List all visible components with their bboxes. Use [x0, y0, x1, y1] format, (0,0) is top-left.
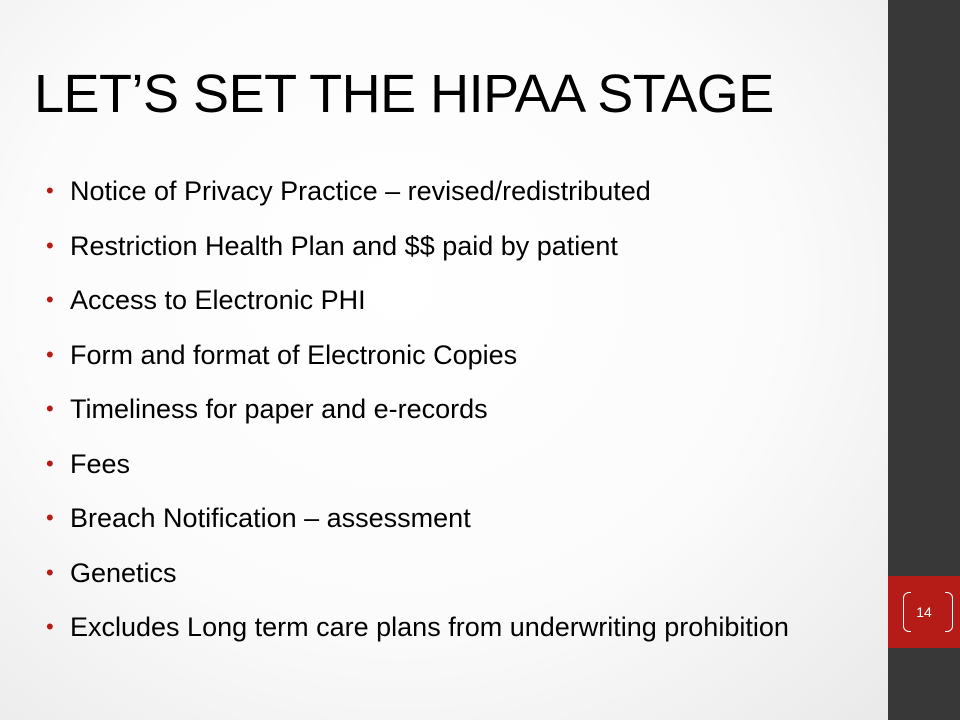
bullet-text: Fees	[70, 448, 131, 479]
bullet-dot-icon: •	[46, 232, 54, 258]
bullet-text: Breach Notification – assessment	[70, 503, 471, 533]
page-number: 14	[916, 604, 932, 620]
bullet-dot-icon: •	[46, 505, 54, 530]
bullet-item	[46, 392, 876, 426]
bullet-dot-icon: •	[46, 614, 54, 639]
bullet-item	[46, 610, 876, 644]
bullet-dot-icon: •	[46, 287, 54, 312]
bullet-item	[46, 556, 876, 590]
bullet-dot-icon: •	[46, 450, 54, 476]
bullet-dot-icon: •	[46, 178, 54, 203]
bullet-text: Genetics	[70, 557, 177, 588]
bullet-dot-icon: •	[46, 396, 54, 421]
bullet-dot-icon: •	[46, 559, 54, 585]
bullet-item	[46, 283, 876, 317]
bullet-item	[46, 338, 876, 372]
bullet-text: Excludes Long term care plans from underwriting prohibition	[70, 612, 789, 642]
bullet-item	[46, 229, 876, 263]
bullet-item	[46, 174, 876, 208]
bullet-text: Form and format of Electronic Copies	[70, 339, 518, 370]
bullet-item	[46, 447, 876, 481]
bullet-text: Notice of Privacy Practice – revised/redistributed	[70, 176, 651, 206]
bullet-list	[46, 174, 876, 665]
bullet-text: Access to Electronic PHI	[70, 285, 366, 315]
bullet-dot-icon: •	[46, 341, 54, 367]
bullet-text: Timeliness for paper and e-records	[70, 394, 488, 424]
bullet-item	[46, 501, 876, 535]
bullet-text: Restriction Health Plan and $$ paid by patient	[70, 230, 618, 261]
slide-title: LET’S SET THE HIPAA STAGE	[34, 64, 774, 124]
